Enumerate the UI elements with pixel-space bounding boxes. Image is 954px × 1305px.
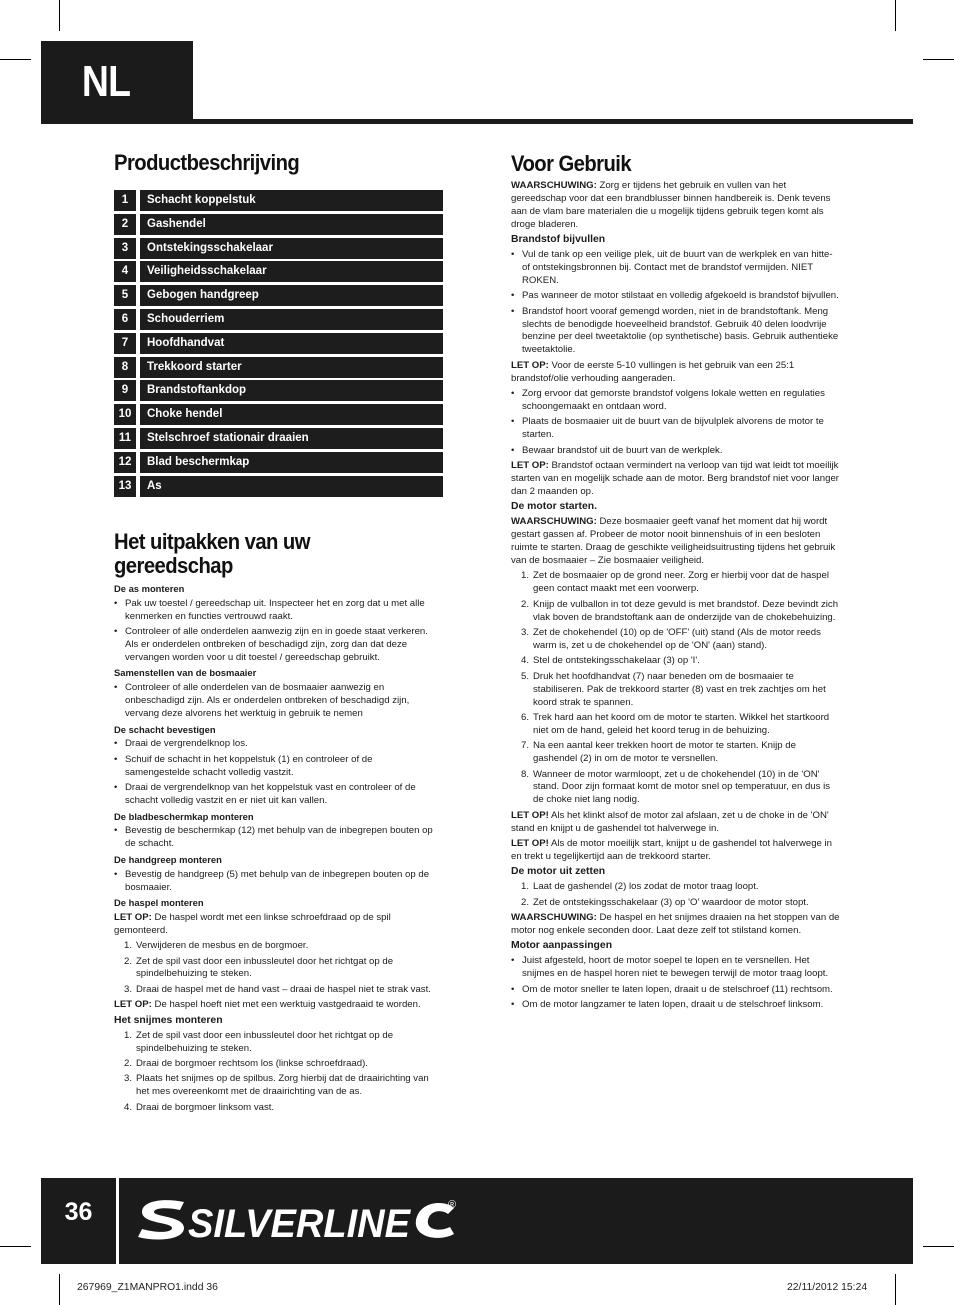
parts-table-row: [114, 190, 443, 211]
list-item: 3. Plaats het snijmes op de spilbus. Zorg hierbij dat de draairichting van het mes overeenkomt met de draairichting van de as.: [124, 1073, 429, 1098]
header-rule: [41, 119, 913, 124]
list-item: • Bevestig de beschermkap (12) met behulp van de inbegrepen bouten op de schacht.: [114, 825, 438, 851]
list-item: 7. Na een aantal keer trekken hoort de motor te starten. Knijp de gashendel (2) in om de motor te versnellen.: [521, 740, 796, 765]
subheading: De haspel monteren: [114, 896, 204, 908]
list-item: • Om de motor langzamer te laten lopen, draait u de stelschroef linksom.: [511, 999, 841, 1012]
note: LET OP: De haspel hoeft niet met een werktuig vastgedraaid te worden.: [114, 999, 421, 1011]
part-number: 12: [114, 452, 136, 473]
part-number: 8: [114, 357, 136, 378]
part-name: Stelschroef stationair draaien: [140, 428, 443, 449]
logo-swoosh-icon: [138, 1200, 184, 1239]
crop-mark: [895, 1274, 896, 1305]
part-name: Schouderriem: [140, 309, 443, 330]
list-item: 2. Zet de spil vast door een inbussleutel door het richtgat op de spindelbehuizing te steken.: [124, 955, 394, 980]
parts-table-row: [114, 333, 443, 354]
note: LET OP: Voor de eerste 5-10 vullingen is het gebruik van een 25:1 brandstof/olie verhouding aangeraden.: [511, 359, 795, 384]
bullet-list: [114, 825, 438, 851]
list-item: 5. Druk het hoofdhandvat (7) naar beneden om de bosmaaier te stabiliseren. Pak de trekkoord starter (8) vast en trek zachtjes om het koord strak te spannen.: [521, 670, 826, 708]
parts-table-row: [114, 404, 443, 425]
bullet-list: [114, 869, 438, 895]
part-name: Ontstekingsschakelaar: [140, 238, 443, 259]
numbered-list: [114, 1030, 438, 1115]
subheading: De schacht bevestigen: [114, 723, 216, 735]
list-item: • Vul de tank op een veilige plek, uit de buurt van de werkplek en van hitte- of ontstekingsbronnen bij. Contact met de brandstof vermijden. NIET ROKEN.: [511, 249, 841, 288]
parts-table-row: [114, 309, 443, 330]
silverline-logo: [136, 1190, 466, 1250]
list-item: • Controleer of alle onderdelen van de bosmaaier aanwezig en onbeschadigd zijn. Als er onderdelen ontbreken of beschadigd zijn, vervang deze alvorens het werktuig in gebruik te nemen: [114, 682, 438, 721]
part-number: 1: [114, 190, 136, 211]
note: LET OP! Als het klinkt alsof de motor zal afslaan, zet u de choke in de 'ON' stand en knijpt u de gashendel tot halverwege in.: [511, 809, 829, 834]
footer-bar: [41, 1178, 913, 1264]
crop-mark: [895, 0, 896, 31]
parts-table-row: [114, 452, 443, 473]
parts-table-row: [114, 238, 443, 259]
part-name: Choke hendel: [140, 404, 443, 425]
list-item: • Om de motor sneller te laten lopen, draait u de stelschroef (11) rechtsom.: [511, 984, 841, 997]
numbered-list: [511, 881, 841, 909]
list-item: 1. Verwijderen de mesbus en de borgmoer.: [124, 940, 309, 952]
bullet-list: [511, 388, 841, 458]
part-name: Hoofdhandvat: [140, 333, 443, 354]
crop-mark: [59, 1274, 60, 1305]
bullet-list: [114, 682, 438, 721]
list-item: 8. Wanneer de motor warmloopt, zet u de chokehendel (10) in de 'ON' stand. Door zijn formaat komt de motor snel op temperatuur, en dus is de choke niet lang nodig.: [521, 768, 831, 806]
note: LET OP: Brandstof octaan vermindert na verloop van tijd wat leidt tot moeilijk starten van en mogelijk schade aan de motor. Berg brandstof niet voor langer dan 2 maanden op.: [511, 460, 839, 497]
part-name: Veiligheidsschakelaar: [140, 261, 443, 282]
parts-table-row: [114, 357, 443, 378]
list-item: • Draai de vergrendelknop van het koppelstuk vast en controleer of de schacht volledig vastzit en er niet uit kan vallen.: [114, 782, 438, 808]
part-number: 10: [114, 404, 136, 425]
list-item: 1. Zet de bosmaaier op de grond neer. Zorg er hierbij voor dat de haspel geen contact maakt met een voorwerp.: [521, 570, 829, 595]
slug-date: 22/11/2012 15:24: [787, 1282, 868, 1293]
list-item: 2. Draai de borgmoer rechtsom los (linkse schroefdraad).: [124, 1057, 368, 1069]
list-item: 1. Laat de gashendel (2) los zodat de motor traag loopt.: [521, 881, 759, 893]
part-number: 11: [114, 428, 136, 449]
subheading: Motor aanpassingen: [511, 940, 613, 952]
list-item: • Bevestig de handgreep (5) met behulp van de inbegrepen bouten op de bosmaaier.: [114, 869, 438, 895]
part-number: 5: [114, 285, 136, 306]
registered-mark: ®: [448, 1199, 457, 1211]
bullet-list: [511, 249, 841, 357]
parts-table-row: [114, 380, 443, 401]
part-number: 3: [114, 238, 136, 259]
part-number: 6: [114, 309, 136, 330]
subheading: De bladbeschermkap monteren: [114, 810, 254, 822]
list-item: 6. Trek hard aan het koord om de motor te starten. Wikkel het startkoord niet om de hand, geleid het koord terug in de behuizing.: [521, 711, 830, 736]
right-column-text: [511, 180, 841, 1014]
part-name: Gebogen handgreep: [140, 285, 443, 306]
left-column-text: [114, 582, 438, 1117]
list-item: 3. Zet de chokehendel (10) op de 'OFF' (uit) stand (Als de motor reeds warm is, zet u de chokehendel op de 'ON' (aan) stand).: [521, 627, 821, 651]
subheading: Brandstof bijvullen: [511, 234, 606, 246]
part-number: 7: [114, 333, 136, 354]
list-item: • Draai de vergrendelknop los.: [114, 738, 438, 751]
list-item: 4. Draai de borgmoer linksom vast.: [124, 1101, 275, 1113]
product-section-heading-wrap: [114, 151, 315, 175]
footer-divider: [116, 1178, 119, 1264]
parts-table-row: [114, 476, 443, 497]
crop-mark: [0, 59, 31, 60]
part-number: 13: [114, 476, 136, 497]
list-item: 2. Knijp de vulballon in tot deze gevuld is met brandstof. Deze bevindt zich vlak boven de brandstoftank aan de onderzijde van de chokebehuizing.: [521, 598, 839, 623]
list-item: 2. Zet de ontstekingsschakelaar (3) op 'O' waardoor de motor stopt.: [521, 896, 809, 908]
language-code: NL: [81, 57, 131, 106]
list-item: • Controleer of alle onderdelen aanwezig zijn en in goede staat verkeren. Als er onderdelen ontbreken of beschadigd zijn, zorg dan dat deze vervangen worden voor u dit toestel / gereedschap gebruikt.: [114, 626, 438, 665]
list-item: • Brandstof hoort vooraf gemengd worden, niet in de brandstoftank. Meng slechts de benodigde hoeveelheid brandstof. Gebruik 40 delen loodvrije benzine per deel tweetaktolie (op synthetische) basis. Gebruik authentieke tweetaktolie.: [511, 306, 841, 358]
crop-mark: [923, 59, 954, 60]
subheading: De motor uit zetten: [511, 866, 606, 878]
language-tab: [41, 41, 193, 124]
use-heading: Voor Gebruik: [511, 151, 632, 176]
parts-table-row: [114, 285, 443, 306]
part-name: Gashendel: [140, 214, 443, 235]
page-number: 36: [64, 1198, 93, 1226]
parts-table-row: [114, 261, 443, 282]
part-name: Trekkoord starter: [140, 357, 443, 378]
part-name: Blad beschermkap: [140, 452, 443, 473]
unpack-heading: Het uitpakken van uw gereedschap: [114, 529, 310, 578]
list-item: 1. Zet de spil vast door een inbussleutel door het richtgat op de spindelbehuizing te steken.: [124, 1029, 394, 1054]
subheading: De motor starten.: [511, 501, 598, 513]
list-item: • Pak uw toestel / gereedschap uit. Inspecteer het en zorg dat u met alle kenmerken en functies vertrouwd raakt.: [114, 598, 438, 624]
logo-wordmark: SILVERLINE: [188, 1202, 412, 1246]
crop-mark: [59, 0, 60, 31]
list-item: 3. Draai de haspel met de hand vast – draai de haspel niet te strak vast.: [124, 983, 431, 995]
warning: WAARSCHUWING: De haspel en het snijmes draaien na het stoppen van de motor nog enkele seconden door. Laat deze zelf tot stilstand komen.: [511, 912, 840, 937]
parts-table-row: [114, 428, 443, 449]
note: LET OP! Als de motor moeilijk start, knijpt u de gashendel tot halverwege in en trekt u tegelijkertijd aan de trekkoord starter.: [511, 838, 833, 862]
part-number: 9: [114, 380, 136, 401]
list-item: • Pas wanneer de motor stilstaat en volledig afgekoeld is brandstof bijvullen.: [511, 290, 841, 303]
warning: WAARSCHUWING: Zorg er tijdens het gebruik en vullen van het gereedschap voor dat een brandblusser binnen handbereik is. Denk tevens aan de vlam bare materialen die u mogelijk tijdens gebruik tegen komt als droge bladeren.: [511, 180, 831, 230]
note: LET OP: De haspel wordt met een linkse schroefdraad op de spil gemonteerd.: [114, 911, 391, 936]
crop-mark: [923, 1246, 954, 1247]
bullet-list: [114, 738, 438, 808]
list-item: • Zorg ervoor dat gemorste brandstof volgens lokale wetten en regulaties schoongemaakt en ontdaan word.: [511, 388, 841, 414]
part-name: Brandstoftankdop: [140, 380, 443, 401]
parts-table: [114, 190, 443, 499]
list-item: • Juist afgesteld, hoort de motor soepel te lopen en te versnellen. Het snijmes en de haspel horen niet te bewegen terwijl de motor traag loopt.: [511, 955, 841, 981]
part-name: Schacht koppelstuk: [140, 190, 443, 211]
bullet-list: [511, 955, 841, 1012]
list-item: • Bewaar brandstof uit de buurt van de werkplek.: [511, 445, 841, 458]
part-name: As: [140, 476, 443, 497]
crop-mark: [0, 1246, 31, 1247]
numbered-list: [114, 940, 438, 997]
bullet-list: [114, 598, 438, 665]
use-heading-wrap: [511, 152, 642, 176]
subheading: Samenstellen van de bosmaaier: [114, 667, 257, 679]
product-section-heading: Productbeschrijving: [114, 150, 300, 175]
list-item: 4. Stel de ontstekingsschakelaar (3) op 'I'.: [521, 655, 700, 667]
subheading: De handgreep monteren: [114, 853, 222, 865]
list-item: • Plaats de bosmaaier uit de buurt van de bijvulplek alvorens de motor te starten.: [511, 416, 841, 442]
part-number: 2: [114, 214, 136, 235]
warning: WAARSCHUWING: Deze bosmaaier geeft vanaf het moment dat hij wordt gestart gassen af. Probeer de motor nooit binnenshuis of in een besloten ruimte te starten. Draag de geschikte veiligheidsuitrusting tijdens het gebruik van de bosmaaier – Zie bosmaaier veiligheid.: [511, 516, 836, 566]
subheading: De as monteren: [114, 583, 185, 594]
numbered-list: [511, 570, 841, 807]
subheading: Het snijmes monteren: [114, 1014, 223, 1026]
slug-filename: 267969_Z1MANPRO1.indd 36: [77, 1282, 218, 1293]
parts-table-row: [114, 214, 443, 235]
part-number: 4: [114, 261, 136, 282]
list-item: • Schuif de schacht in het koppelstuk (1) en controleer of de samengestelde schacht volledig vastzit.: [114, 754, 438, 780]
unpack-heading-wrap: [114, 530, 444, 578]
